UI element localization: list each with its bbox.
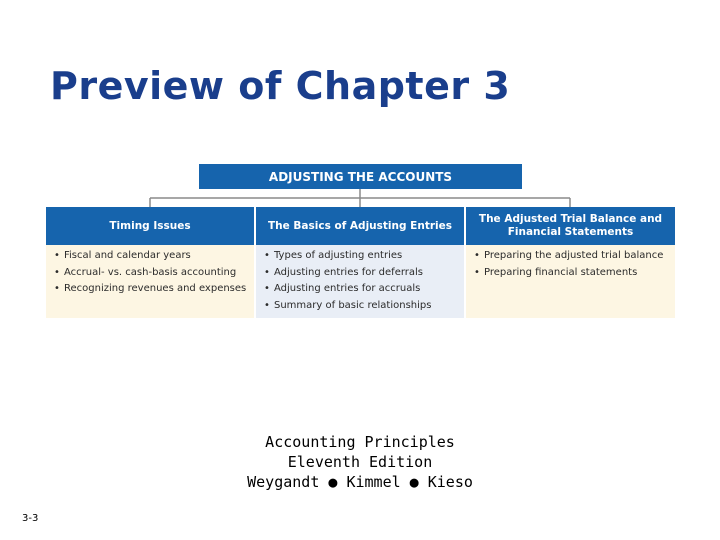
column-basics-of-adjusting-entries [256, 207, 464, 318]
column-header: The Basics of Adjusting Entries [256, 207, 464, 245]
list-item: • Accrual- vs. cash-basis accounting [52, 267, 250, 280]
topic-list [472, 250, 671, 279]
column-header: The Adjusted Trial Balance and Financial Statements [466, 207, 675, 245]
page-number: 3-3 [22, 513, 39, 524]
book-title: Accounting Principles [265, 433, 455, 451]
column-body [466, 245, 675, 318]
column-header: Timing Issues [46, 207, 254, 245]
list-item: • Fiscal and calendar years [52, 250, 250, 263]
book-authors: Weygandt ● Kimmel ● Kieso [247, 473, 473, 491]
column-body [256, 245, 464, 318]
topic-list [52, 250, 250, 296]
list-item: • Preparing financial statements [472, 267, 671, 280]
list-item: • Types of adjusting entries [262, 250, 460, 263]
book-credits [200, 432, 520, 492]
slide-title: Preview of Chapter 3 [50, 64, 511, 108]
list-item: • Summary of basic relationships [262, 300, 460, 313]
book-edition: Eleventh Edition [287, 453, 433, 471]
list-item: • Recognizing revenues and expenses [52, 283, 250, 296]
column-adjusted-trial-balance [466, 207, 675, 318]
list-item: • Preparing the adjusted trial balance [472, 250, 671, 263]
topic-list [262, 250, 460, 312]
diagram-root-box: ADJUSTING THE ACCOUNTS [199, 164, 522, 189]
list-item: • Adjusting entries for accruals [262, 283, 460, 296]
column-body [46, 245, 254, 318]
column-timing-issues [46, 207, 254, 318]
list-item: • Adjusting entries for deferrals [262, 267, 460, 280]
